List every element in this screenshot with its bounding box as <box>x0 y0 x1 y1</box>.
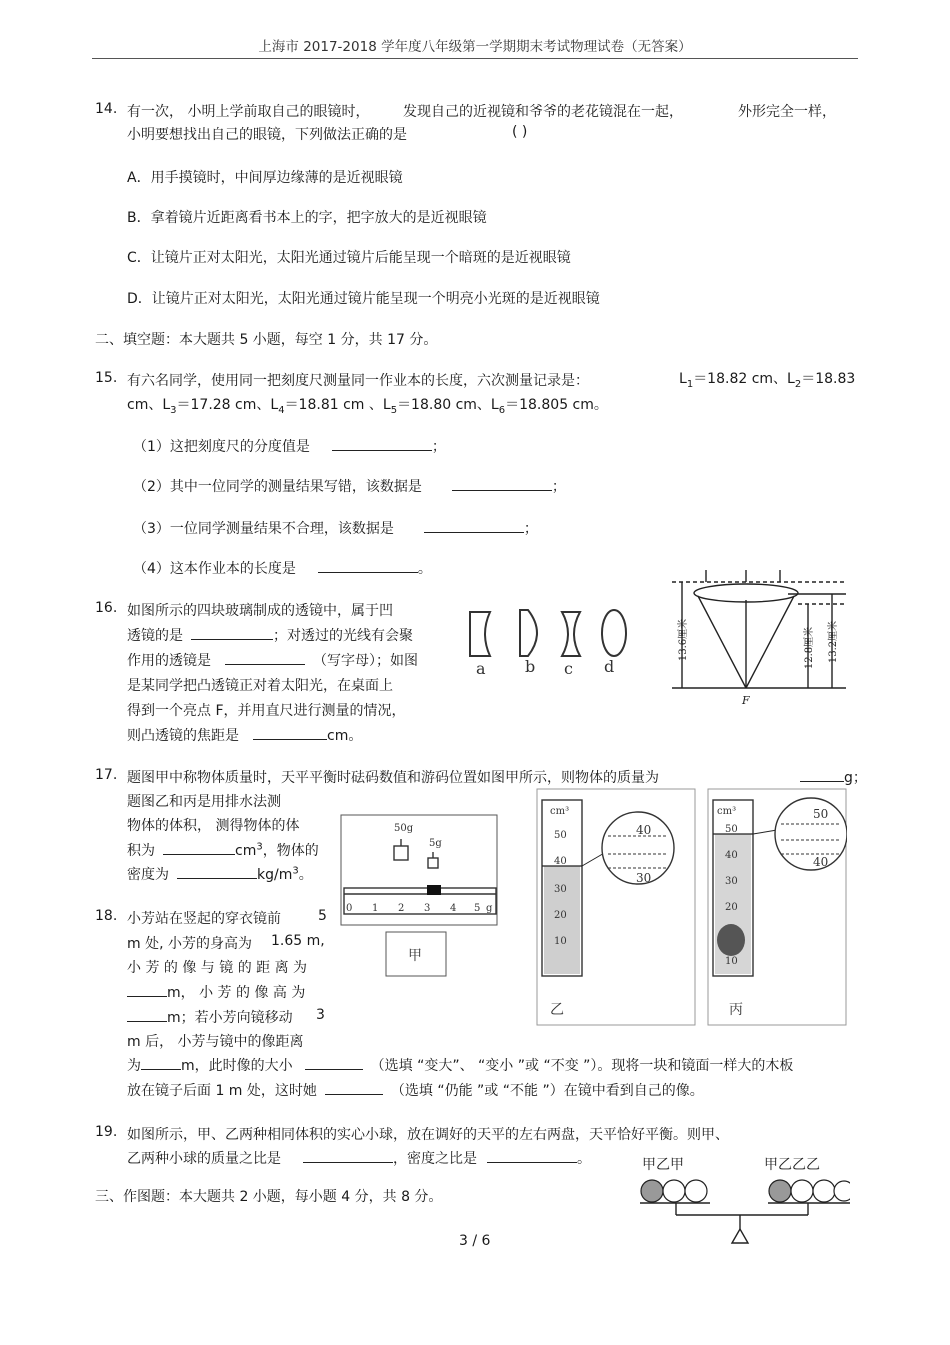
answer-blank[interactable] <box>487 1148 577 1163</box>
q18-line8: 放在镜子后面 1 m 处，这时她 （选填 “仍能 ”或 “不能 ”）在镜中看到自己的像。 <box>127 1080 704 1100</box>
answer-blank[interactable] <box>253 725 327 740</box>
answer-blank[interactable] <box>332 436 432 451</box>
q14-line2: 小明要想找出自己的眼镜，下列做法正确的是 <box>127 127 407 143</box>
q18-line6: m 后， 小芳与镜中的像距离 <box>127 1034 304 1050</box>
bing-tick-30: 30 <box>725 876 738 887</box>
yi-tick-30: 30 <box>554 884 567 895</box>
scale-unit: g <box>486 903 493 914</box>
q17-number: 17. <box>95 767 118 783</box>
cylinder-figure-bing <box>707 788 847 1028</box>
lens-label-b: b <box>525 657 536 676</box>
lens-b-shape <box>520 610 537 656</box>
focal-label-13-2: 13.2厘米 <box>828 620 839 664</box>
q17-line2: 题图乙和丙是用排水法测 <box>127 794 281 810</box>
answer-blank[interactable] <box>424 518 524 533</box>
q18-line5: m；若小芳向镜移动 <box>127 1007 293 1027</box>
q18-line7: 为 m，此时像的大小 （选填 “变大”、 “变小 ”或 “不变 ”）。现将一块和镜面一样大的木板 <box>127 1055 793 1075</box>
yi-tick-10: 10 <box>554 936 567 947</box>
yi-tick-50: 50 <box>554 830 567 841</box>
answer-blank[interactable] <box>127 1007 167 1022</box>
q14-line1c: 外形完全一样， <box>738 104 836 120</box>
q19-line2: 乙两种小球的质量之比是 ，密度之比是 。 <box>127 1148 591 1168</box>
q16-line2: 透镜的是 ；对透过的光线有会聚 <box>127 625 413 645</box>
focal-length-figure <box>668 570 850 710</box>
scale-tick-4: 4 <box>450 903 457 914</box>
lens-a-shape <box>470 612 490 656</box>
yi-tick-20: 20 <box>554 910 567 921</box>
answer-blank[interactable] <box>141 1055 181 1070</box>
q18-line3: 小 芳 的 像 与 镜 的 距 离 为 <box>127 960 308 976</box>
weight-5g-label: 5g <box>429 838 442 849</box>
weight-50g-label: 50g <box>394 823 414 834</box>
q14-option-a: A．用手摸镜时，中间厚边缘薄的是近视眼镜 <box>127 170 403 186</box>
lens-label-a: a <box>476 659 486 678</box>
q14-option-c: C．让镜片正对太阳光，太阳光通过镜片后能呈现一个暗斑的是近视眼镜 <box>127 250 571 266</box>
q15-number: 15. <box>95 370 118 386</box>
bing-tick-50: 50 <box>725 824 738 835</box>
q17-line4: 积为 $cm^3$，物体的 <box>127 841 319 859</box>
q14-option-d: D．让镜片正对太阳光，太阳光通过镜片能呈现一个明亮小光斑的是近视眼镜 <box>127 291 600 307</box>
q18-line1-num: 5 <box>318 908 327 924</box>
q17-line1: 题图甲中称物体质量时，天平平衡时砝码数值和游码位置如图甲所示，则物体的质量为 <box>127 770 659 786</box>
q15-sub3: （3）一位同学测量结果不合理，该数据是 ； <box>133 518 538 538</box>
right-pan-labels: 甲乙乙乙 <box>764 1157 820 1173</box>
left-pan-labels: 甲乙甲 <box>642 1157 684 1173</box>
page-number: 3 / 6 <box>459 1233 491 1249</box>
q14-option-b: B．拿着镜片近距离看书本上的字，把字放大的是近视眼镜 <box>127 210 487 226</box>
cylinder-figure-yi <box>536 788 696 1028</box>
q16-line3: 作用的透镜是 （写字母）；如图 <box>127 650 418 670</box>
q16-line4: 是某同学把凸透镜正对着太阳光，在桌面上 <box>127 678 393 694</box>
q14-line1b: 发现自己的近视镜和爷爷的老花镜混在一起， <box>403 104 683 120</box>
answer-blank[interactable] <box>177 864 257 879</box>
cylinder-unit: cm³ <box>550 806 570 817</box>
lens-label-d: d <box>604 657 615 676</box>
scale-tick-1: 1 <box>372 903 379 914</box>
q15-line2: cm、$L_3=17.28$ cm、$L_4=18.81$ cm 、$L_5=18.80$ cm、$L_6=18.805$ cm。 <box>127 397 608 416</box>
yi-tick-40: 40 <box>554 856 567 867</box>
q17-line1-end: g； <box>800 767 867 787</box>
q19-line1: 如图所示，甲、乙两种相同体积的实心小球，放在调好的天平的左右两盘，天平恰好平衡。则甲、 <box>127 1127 729 1143</box>
section-2-title: 二、填空题：本大题共 5 小题，每空 1 分，共 17 分。 <box>95 332 438 348</box>
lens-figure <box>462 600 642 680</box>
q18-line5-num: 3 <box>316 1007 325 1023</box>
q15-sub2: （2）其中一位同学的测量结果写错，该数据是 ； <box>133 476 566 496</box>
q16-line6: 则凸透镜的焦距是 cm。 <box>127 725 362 745</box>
q18-line2: m 处, 小芳的身高为 <box>127 936 252 952</box>
answer-blank[interactable] <box>163 840 235 855</box>
answer-blank[interactable] <box>191 625 273 640</box>
bing-tick-40: 40 <box>725 850 738 861</box>
q16-line5: 得到一个亮点 F，并用直尺进行测量的情况， <box>127 703 406 719</box>
balance-figure-jia <box>340 814 500 978</box>
bing-unit: cm³ <box>717 806 737 817</box>
q15-line1: 有六名同学，使用同一把刻度尺测量同一作业本的长度，六次测量记录是： <box>127 373 589 389</box>
q17-line3: 物体的体积， 测得物体的体 <box>127 818 300 834</box>
scale-tick-3: 3 <box>424 903 431 914</box>
fig-label-bing: 丙 <box>729 1002 743 1018</box>
answer-blank[interactable] <box>225 650 305 665</box>
bing-zoom-50: 50 <box>813 807 829 821</box>
q14-line1a: 有一次， 小明上学前取自己的眼镜时， <box>127 104 370 120</box>
q18-number: 18. <box>95 908 118 924</box>
q15-sub1: （1）这把刻度尺的分度值是 ； <box>133 436 446 456</box>
q18-line2-val: 1.65 m, <box>271 933 325 949</box>
q19-number: 19. <box>95 1124 118 1140</box>
scale-tick-2: 2 <box>398 903 405 914</box>
q17-line5: 密度为 $kg/m^3$。 <box>127 865 313 883</box>
answer-blank[interactable] <box>452 476 552 491</box>
header-rule <box>92 58 858 59</box>
answer-blank[interactable] <box>318 558 418 573</box>
balls-balance-figure <box>640 1153 850 1247</box>
scale-tick-5: 5 <box>474 903 481 914</box>
q14-paren: ( ) <box>512 124 528 140</box>
focal-label-12-8: 12.8厘米 <box>804 626 815 670</box>
fig-label-yi: 乙 <box>550 1002 564 1018</box>
q18-line4: m， 小 芳 的 像 高 为 <box>127 982 305 1002</box>
bing-tick-20: 20 <box>725 902 738 913</box>
answer-blank[interactable] <box>305 1055 363 1070</box>
lens-d-shape <box>602 610 626 656</box>
focal-label-13-6: 13.6厘米 <box>678 618 689 662</box>
yi-zoom-30: 30 <box>636 871 652 885</box>
q16-number: 16. <box>95 600 118 616</box>
lens-c-shape <box>562 612 580 656</box>
fig-label-jia: 甲 <box>408 948 422 964</box>
q18-line1: 小芳站在竖起的穿衣镜前 <box>127 911 281 927</box>
q15-l1-l2: $L_1=18.82$ cm、$L_2=18.83$ <box>679 371 856 390</box>
yi-zoom-40: 40 <box>636 823 652 837</box>
answer-blank[interactable] <box>800 767 844 782</box>
lens-label-c: c <box>564 659 573 678</box>
focal-point-label: F <box>742 694 750 707</box>
answer-blank[interactable] <box>303 1148 393 1163</box>
bing-zoom-40: 40 <box>813 855 829 869</box>
scale-tick-0: 0 <box>346 903 353 914</box>
q14-number: 14. <box>95 101 118 117</box>
answer-blank[interactable] <box>325 1080 383 1095</box>
q16-line1: 如图所示的四块玻璃制成的透镜中，属于凹 <box>127 603 393 619</box>
page-header: 上海市 2017-2018 学年度八年级第一学期期末考试物理试卷（无答案） <box>258 39 692 55</box>
bing-tick-10: 10 <box>725 956 738 967</box>
section-3-title: 三、作图题：本大题共 2 小题，每小题 4 分，共 8 分。 <box>95 1189 443 1205</box>
answer-blank[interactable] <box>127 982 167 997</box>
q15-sub4: （4）这本作业本的长度是 。 <box>133 558 432 578</box>
